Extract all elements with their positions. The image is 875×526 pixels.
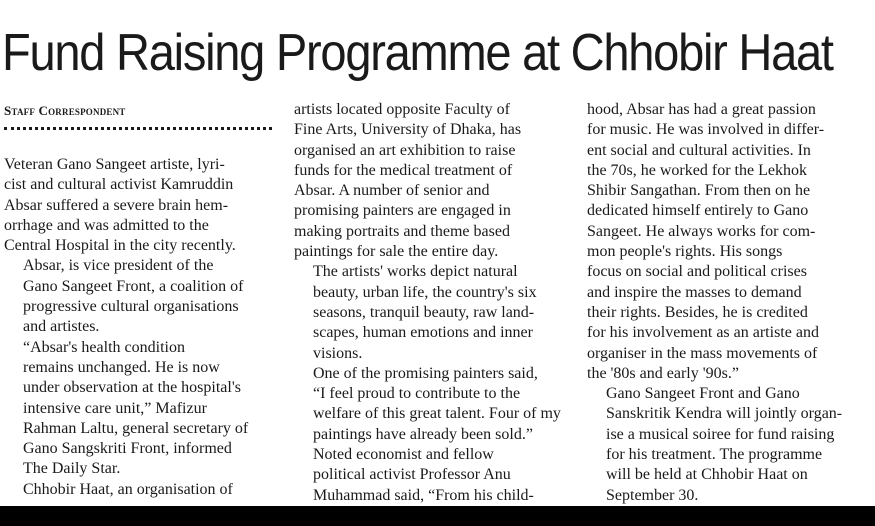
paragraph bbox=[4, 338, 272, 480]
text-line: ise a musical soiree for fund raising bbox=[606, 425, 835, 443]
article-column-1 bbox=[4, 155, 272, 500]
text-line: beauty, urban life, the country's six bbox=[313, 283, 537, 301]
text-line: under observation at the hospital's bbox=[23, 379, 241, 397]
text-line: orrhage and was admitted to the bbox=[4, 216, 209, 234]
text-line: Gano Sangeet Front, a coalition of bbox=[23, 277, 244, 295]
paragraph bbox=[587, 384, 862, 506]
text-line: will be held at Chhobir Haat on bbox=[606, 466, 808, 484]
text-line: political activist Professor Anu bbox=[313, 466, 511, 484]
text-line: Rahman Laltu, general secretary of bbox=[23, 419, 249, 437]
text-line: for music. He was involved in differ- bbox=[587, 121, 825, 139]
headline: Fund Raising Programme at Chhobir Haat bbox=[2, 24, 833, 82]
text-line: The Daily Star. bbox=[23, 460, 121, 478]
text-line: mon people's rights. His songs bbox=[587, 243, 783, 261]
text-line: Absar suffered a severe brain hem- bbox=[4, 196, 229, 214]
text-line: organiser in the mass movements of bbox=[587, 344, 818, 362]
text-line: and artistes. bbox=[23, 318, 100, 336]
text-line: progressive cultural organisations bbox=[23, 298, 239, 316]
text-line: “Absar's health condition bbox=[23, 338, 185, 356]
text-line: September 30. bbox=[606, 486, 699, 504]
text-line: Fine Arts, University of Dhaka, has bbox=[294, 121, 522, 139]
text-line: focus on social and political crises bbox=[587, 263, 807, 281]
text-line: and inspire the masses to demand bbox=[587, 283, 802, 301]
article-column-3 bbox=[587, 100, 862, 506]
text-line: scapes, human emotions and inner bbox=[313, 324, 533, 342]
paragraph bbox=[4, 256, 272, 337]
byline: Staff Correspondent bbox=[4, 103, 126, 118]
text-line: paintings have already been sold.” bbox=[313, 425, 533, 443]
text-line: Sangeet. He always works for com- bbox=[587, 222, 816, 240]
text-line: One of the promising painters said, bbox=[313, 364, 538, 382]
text-line: remains unchanged. He is now bbox=[23, 358, 220, 376]
bottom-black-bar bbox=[0, 506, 875, 526]
text-line: welfare of this great talent. Four of my bbox=[313, 405, 561, 423]
text-line: intensive care unit,” Mafizur bbox=[23, 399, 207, 417]
text-line: ent social and cultural activities. In bbox=[587, 141, 811, 159]
paragraph bbox=[294, 262, 566, 363]
text-line: Veteran Gano Sangeet artiste, lyri- bbox=[4, 156, 225, 173]
text-line: Gano Sangeet Front and Gano bbox=[606, 385, 800, 403]
text-line: “I feel proud to contribute to the bbox=[313, 385, 521, 403]
text-line: Absar. A number of senior and bbox=[294, 182, 490, 200]
text-line: artists located opposite Faculty of bbox=[294, 101, 510, 118]
text-line: the '80s and early '90s.” bbox=[587, 364, 739, 382]
text-line: for his treatment. The programme bbox=[606, 446, 823, 464]
text-line: Gano Sangskriti Front, informed bbox=[23, 440, 232, 458]
text-line: Chhobir Haat, an organisation of bbox=[23, 480, 233, 498]
text-line: funds for the medical treatment of bbox=[294, 161, 513, 179]
text-line: their rights. Besides, he is credited bbox=[587, 303, 808, 321]
paragraph bbox=[294, 445, 566, 506]
text-line: promising painters are engaged in bbox=[294, 202, 511, 220]
text-line: Central Hospital in the city recently. bbox=[4, 237, 236, 255]
text-line: cist and cultural activist Kamruddin bbox=[4, 176, 234, 194]
text-line: seasons, tranquil beauty, raw land- bbox=[313, 303, 535, 321]
dotted-divider bbox=[4, 127, 272, 130]
paragraph bbox=[294, 100, 566, 262]
text-line: Sanskritik Kendra will jointly organ- bbox=[606, 405, 843, 423]
paragraph bbox=[587, 100, 862, 384]
text-line: making portraits and theme based bbox=[294, 222, 510, 240]
paragraph bbox=[4, 155, 272, 256]
text-line: Noted economist and fellow bbox=[313, 446, 494, 464]
text-line: organised an art exhibition to raise bbox=[294, 141, 516, 159]
text-line: Shibir Sangathan. From then on he bbox=[587, 182, 811, 200]
text-line: paintings for sale the entire day. bbox=[294, 243, 499, 261]
paragraph bbox=[294, 364, 566, 445]
text-line: hood, Absar has had a great passion bbox=[587, 101, 816, 118]
text-line: Muhammad said, “From his child- bbox=[313, 486, 534, 504]
text-line: for his involvement as an artiste and bbox=[587, 324, 819, 342]
text-line: dedicated himself entirely to Gano bbox=[587, 202, 809, 220]
paragraph bbox=[4, 480, 272, 500]
text-line: The artists' works depict natural bbox=[313, 263, 518, 281]
text-line: visions. bbox=[313, 344, 363, 362]
article-column-2 bbox=[294, 100, 566, 506]
text-line: Absar, is vice president of the bbox=[23, 257, 214, 275]
text-line: the 70s, he worked for the Lekhok bbox=[587, 161, 807, 179]
